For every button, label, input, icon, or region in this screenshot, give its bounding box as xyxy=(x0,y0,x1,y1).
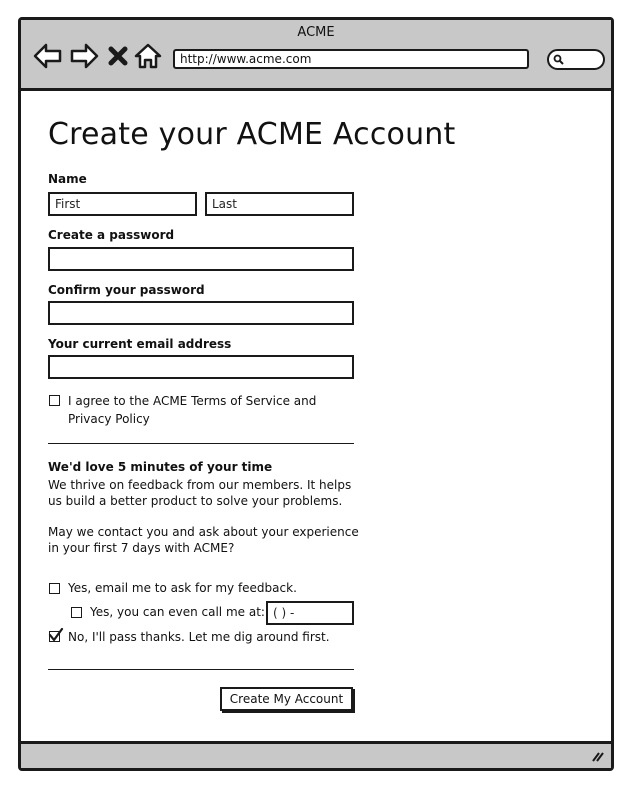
call-me-label: Yes, you can even call me at: xyxy=(90,605,265,619)
feedback-heading: We'd love 5 minutes of your time xyxy=(48,460,273,474)
terms-checkbox[interactable] xyxy=(49,395,60,406)
pass-checkbox[interactable] xyxy=(49,631,60,642)
terms-label-line2[interactable]: Privacy Policy xyxy=(68,412,150,426)
search-box[interactable] xyxy=(547,49,605,70)
address-bar[interactable]: http://www.acme.com xyxy=(173,49,529,69)
terms-label-line1: I agree to the ACME Terms of Service and xyxy=(68,394,317,408)
close-icon[interactable] xyxy=(107,42,129,70)
forward-icon[interactable] xyxy=(69,42,99,70)
back-icon[interactable] xyxy=(33,42,63,70)
browser-toolbar xyxy=(21,20,611,91)
confirm-password-label: Confirm your password xyxy=(48,283,205,297)
call-me-checkbox[interactable] xyxy=(71,607,82,618)
phone-input[interactable]: ( ) - xyxy=(266,601,354,625)
window-title: ACME xyxy=(297,25,335,40)
email-label: Your current email address xyxy=(48,337,232,351)
password-label: Create a password xyxy=(48,228,175,242)
pass-label: No, I'll pass thanks. Let me dig around first. xyxy=(68,630,330,644)
status-bar xyxy=(21,741,611,768)
email-input[interactable] xyxy=(48,355,354,379)
email-feedback-checkbox[interactable] xyxy=(49,583,60,594)
resize-grip-icon[interactable] xyxy=(591,750,605,762)
feedback-desc-line1: We thrive on feedback from our members. It helps xyxy=(48,478,352,492)
password-input[interactable] xyxy=(48,247,354,271)
feedback-question-line2: in your first 7 days with ACME? xyxy=(48,541,235,555)
checkmark-icon xyxy=(48,627,64,643)
confirm-password-input[interactable] xyxy=(48,301,354,325)
feedback-desc-line2: us build a better product to solve your problems. xyxy=(48,494,343,508)
home-icon[interactable] xyxy=(133,42,163,70)
search-icon xyxy=(553,54,564,65)
bottom-divider xyxy=(48,669,354,670)
first-name-input[interactable]: First xyxy=(48,192,197,216)
feedback-question-line1: May we contact you and ask about your experience xyxy=(48,525,359,539)
email-feedback-label: Yes, email me to ask for my feedback. xyxy=(68,581,297,595)
create-account-button[interactable]: Create My Account xyxy=(220,687,353,711)
name-label: Name xyxy=(48,172,87,186)
page-title: Create your ACME Account xyxy=(48,117,456,152)
last-name-input[interactable]: Last xyxy=(205,192,354,216)
section-divider xyxy=(48,443,354,444)
